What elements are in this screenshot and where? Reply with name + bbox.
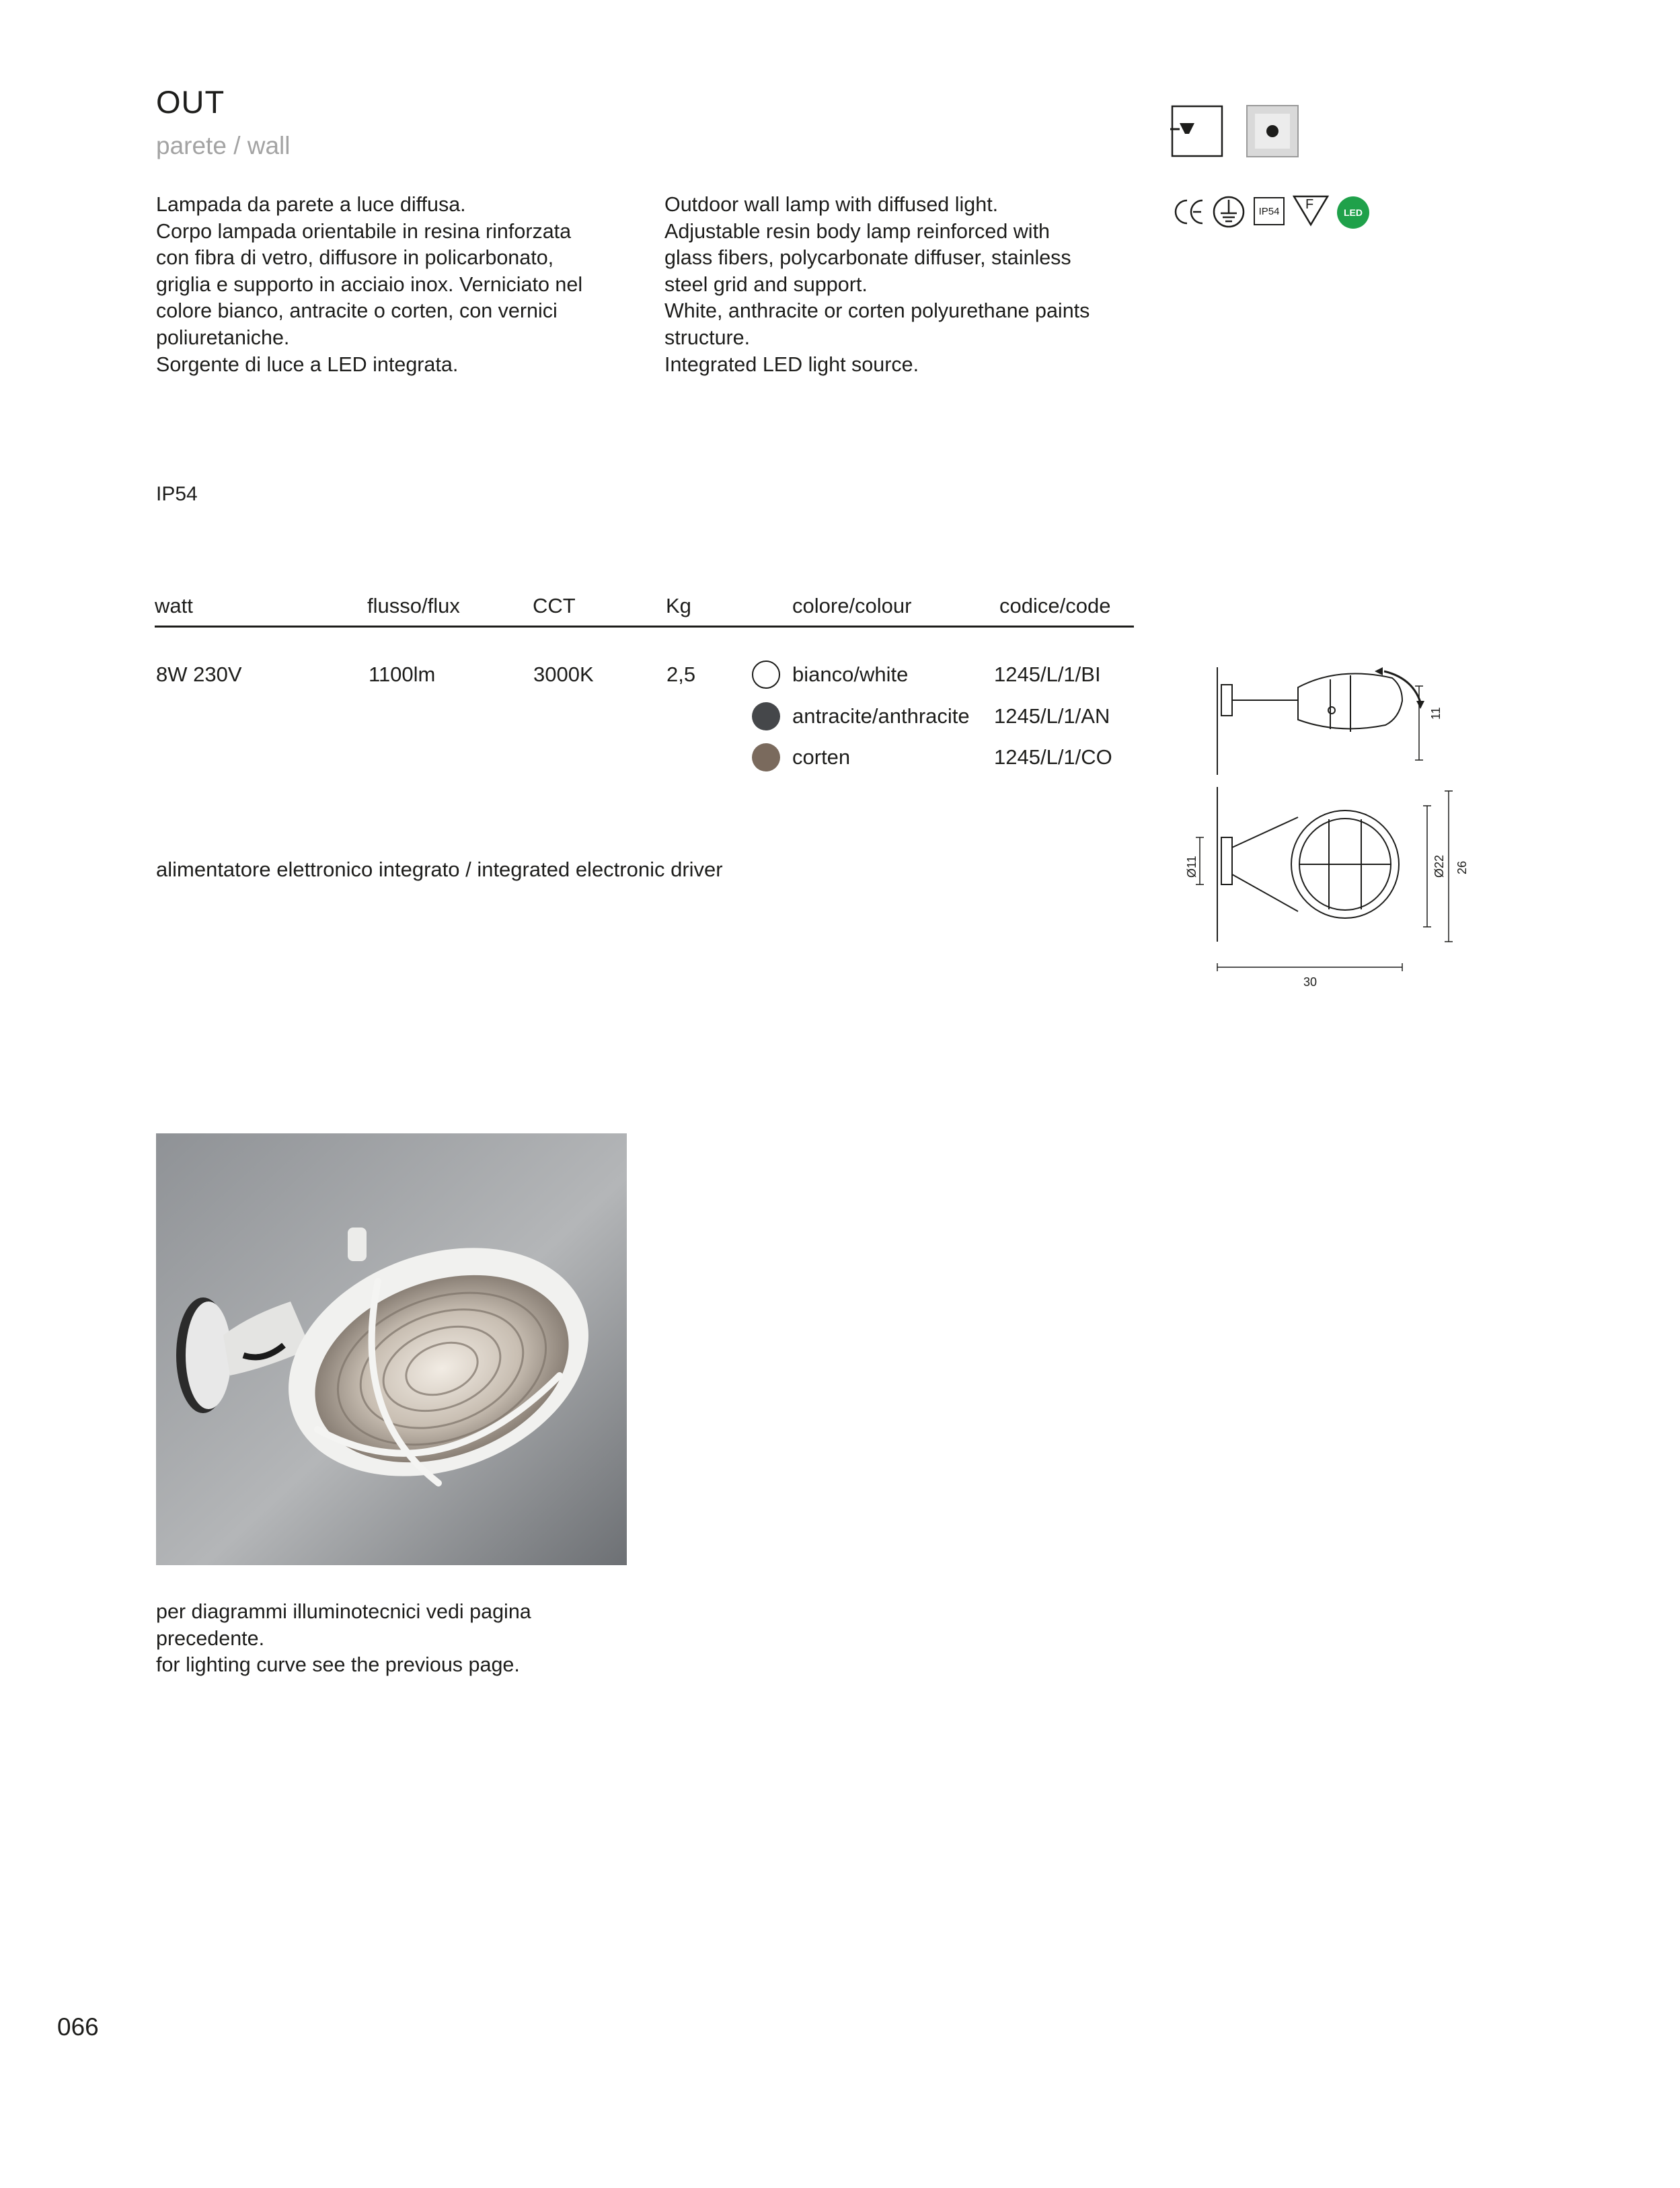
description-line: Lampada da parete a luce diffusa. xyxy=(156,193,466,216)
variant-colour: bianco/white xyxy=(792,663,909,686)
description-line: Sorgente di luce a LED integrata. xyxy=(156,352,459,376)
dim-total-height: 26 xyxy=(1455,860,1469,874)
f-mark-icon: F xyxy=(1293,194,1329,227)
description-line: con fibra di vetro, diffusore in policarbonato, xyxy=(156,246,554,270)
note-line: precedente. xyxy=(156,1626,265,1650)
spec-kg: 2,5 xyxy=(666,663,696,686)
description-line: structure. xyxy=(664,326,751,349)
dim-width: 30 xyxy=(1303,975,1318,989)
dim-small-diameter: Ø11 xyxy=(1185,856,1198,878)
note-line: for lighting curve see the previous page. xyxy=(156,1653,520,1677)
description-line: glass fibers, polycarbonate diffuser, stainless xyxy=(664,246,1071,270)
lighting-curve-note xyxy=(156,1599,531,1679)
spec-flux: 1100lm xyxy=(369,663,436,686)
col-header-code: codice/code xyxy=(999,594,1111,617)
note-line: per diagrammi illuminotecnici vedi pagina xyxy=(156,1600,531,1623)
description-line: Corpo lampada orientabile in resina rinforzata xyxy=(156,219,572,243)
col-header-colour: colore/colour xyxy=(792,594,912,617)
dim-side-height: 11 xyxy=(1429,707,1443,720)
technical-drawing-lines xyxy=(1170,646,1480,995)
colour-swatch-corten xyxy=(752,743,780,771)
colour-swatch-anthracite xyxy=(752,702,780,730)
led-badge-icon: LED xyxy=(1337,196,1369,229)
col-header-watt: watt xyxy=(155,594,193,617)
description-line: Outdoor wall lamp with diffused light. xyxy=(664,193,999,216)
variant-code: 1245/L/1/CO xyxy=(994,745,1112,769)
variant-code: 1245/L/1/AN xyxy=(994,704,1110,728)
table-header-rule xyxy=(155,626,1134,628)
description-line: Integrated LED light source. xyxy=(664,352,919,376)
col-header-kg: Kg xyxy=(666,594,691,617)
diffused-light-icon xyxy=(1246,104,1299,158)
ce-mark-icon xyxy=(1173,196,1205,227)
product-subtitle: parete / wall xyxy=(156,132,291,159)
variant-colour: corten xyxy=(792,745,851,769)
spec-watt: 8W 230V xyxy=(156,663,242,686)
description-italian xyxy=(156,192,640,378)
dim-large-diameter: Ø22 xyxy=(1433,854,1446,878)
earth-ground-icon xyxy=(1212,195,1246,229)
page-number: 066 xyxy=(57,2013,99,2041)
col-header-flux: flusso/flux xyxy=(367,594,460,617)
driver-note: alimentatore elettronico integrato / integrated electronic driver xyxy=(156,858,723,881)
product-photo xyxy=(156,1133,627,1565)
variant-colour: antracite/anthracite xyxy=(792,704,970,728)
col-header-cct: CCT xyxy=(533,594,576,617)
description-line: poliuretaniche. xyxy=(156,326,290,349)
wall-mount-icon xyxy=(1170,104,1224,158)
description-line: griglia e supporto in acciaio inox. Verniciato nel xyxy=(156,272,583,296)
description-line: steel grid and support. xyxy=(664,272,868,296)
colour-swatch-white xyxy=(752,661,780,689)
ip-rating-label: IP54 xyxy=(156,483,198,505)
description-line: colore bianco, antracite o corten, con vernici xyxy=(156,299,558,323)
description-line: White, anthracite or corten polyurethane paints xyxy=(664,299,1090,323)
spec-cct: 3000K xyxy=(533,663,594,686)
technical-drawing xyxy=(1170,646,1480,995)
variant-code: 1245/L/1/BI xyxy=(994,663,1101,686)
description-line: Adjustable resin body lamp reinforced with xyxy=(664,219,1051,243)
product-title: OUT xyxy=(156,84,225,120)
description-english xyxy=(664,192,1149,378)
ip54-rating-icon: IP54 xyxy=(1254,197,1285,225)
